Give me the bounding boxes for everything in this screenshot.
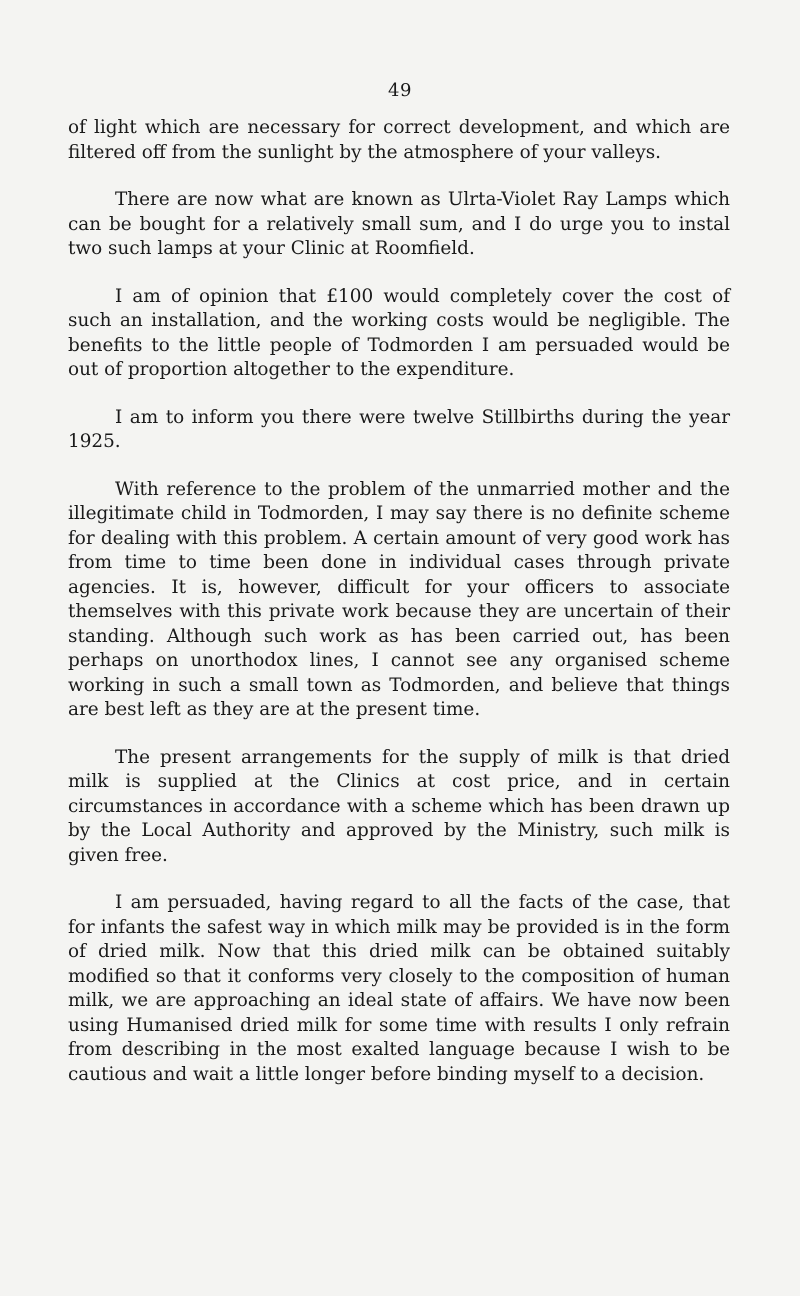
- paragraph-dried-milk: I am persuaded, having regard to all the facts of the case, that for infants the safest way in which milk may be provided is in the form of dried milk. Now that this dried milk can be obtained suitably modified so that it conforms very closely to the composition of human milk, we are approaching an ideal state of affairs. We have now been using Humanised dried milk for some time with results I only refrain from describing in the most exalted language because I wish to be cautious and wait a little longer before binding myself to a decision.: [68, 892, 730, 1085]
- paragraph-uv-lamps: There are now what are known as Ulrta-Violet Ray Lamps which can be bought for a relatively small sum, and I do urge you to instal two such lamps at your Clinic at Roomfield.: [68, 189, 730, 259]
- paragraph-installation-cost: I am of opinion that £100 would completely cover the cost of such an installation, and the working costs would be negligible. The benefits to the little people of Todmorden I am persuaded would be out of proportion altogether to the expenditure.: [68, 285, 730, 380]
- body-text: [68, 116, 730, 1110]
- paragraph-stillbirths: I am to inform you there were twelve Stillbirths during the year 1925.: [68, 406, 730, 452]
- paragraph-continuation: of light which are necessary for correct development, and which are filtered off from the sunlight by the atmosphere of your valleys.: [68, 117, 730, 163]
- page-number: 49: [388, 80, 412, 101]
- paragraph-unmarried-mother: With reference to the problem of the unmarried mother and the illegitimate child in Todmorden, I may say there is no definite scheme for dealing with this problem. A certain amount of very good work has from time to time been done in individual cases through private agencies. It is, however, difficult for your officers to associate themselves with this private work because they are uncertain of their standing. Although such work as has been carried out, has been perhaps on unorthodox lines, I cannot see any organised scheme working in such a small town as Todmorden, and believe that things are best left as they are at the present time.: [68, 478, 730, 720]
- paragraph-milk-supply: The present arrangements for the supply of milk is that dried milk is supplied at the Clinics at cost price, and in certain circumstances in accordance with a scheme which has been drawn up by the Local Authority and approved by the Ministry, such milk is given free.: [68, 746, 730, 866]
